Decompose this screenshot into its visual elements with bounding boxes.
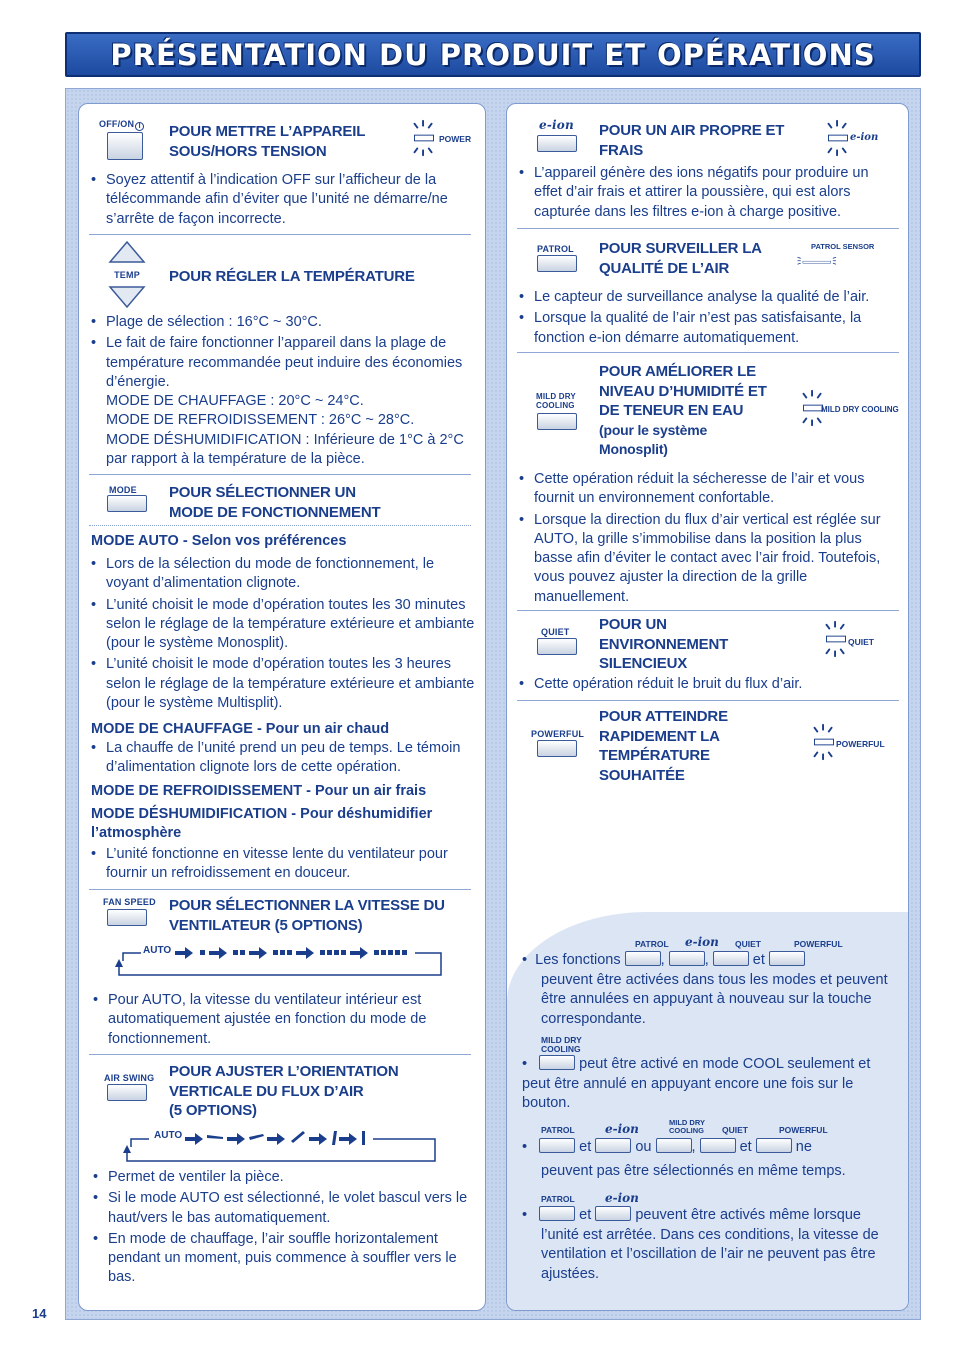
note1-eion-button (669, 951, 705, 966)
mode-heading: POUR SÉLECTIONNER UN MODE DE FONCTIONNEMENT (169, 484, 381, 521)
note3-patrol-button (539, 1138, 575, 1153)
eion-indicator-label: e-ion (850, 132, 879, 143)
power-heading: POUR METTRE L’APPAREIL SOUS/HORS TENSION (169, 123, 366, 160)
air-swing-sequence (123, 1125, 439, 1165)
patrol-button[interactable] (537, 255, 577, 272)
temp-button-label: TEMP (114, 270, 140, 280)
eion-button[interactable] (537, 135, 577, 152)
temp-up-button[interactable] (108, 240, 146, 264)
note-3: • et ou , et ne peuvent pas être sélectionnés en même temps. (522, 1139, 846, 1179)
temp-down-button[interactable] (108, 285, 146, 309)
fan-bullets: • Pour AUTO, la vitesse du ventilateur intérieur est automatiquement ajustée en fonction du mode de fonctionnement. (93, 991, 473, 1051)
eion-button-label: e-ion (539, 118, 574, 132)
mode-cool-title: MODE DE REFROIDISSEMENT - Pour un air frais (91, 783, 427, 799)
right-panel (506, 103, 909, 1311)
mode-button-label: MODE (109, 485, 137, 495)
note2-mild-label: MILD DRY COOLING (541, 1035, 582, 1054)
swing-button-label: AIR SWING (104, 1073, 155, 1083)
note3-powerful-button (756, 1138, 792, 1153)
note2-mild-button (539, 1055, 575, 1070)
mode-auto-title: MODE AUTO - Selon vos préférences (91, 533, 347, 549)
note1-patrol-button (625, 951, 661, 966)
patrol-bullets: • Le capteur de surveillance analyse la qualité de l’air. • Lorsque la qualité de l’air n’est pas satisfaisante, la fonction e-ion démarre automatiquement. (519, 288, 899, 350)
power-button-label: OFF/ON I (99, 119, 144, 131)
note1-powerful-button (769, 951, 805, 966)
temp-text: • Plage de sélection : 16°C ~ 30°C. • Le fait de faire fonctionner l’appareil dans la plage de température recommandée peut induire des économies d’énergie. MODE DE CHAUFFAGE : 20°C ~ 24°C. MODE DE REFROIDISSEMENT : 26°C ~ 28°C. MODE DÉSHUMIDIFICATION : Inférieure de 1°C à 2°C par rapport à la température de la pièce. (91, 313, 475, 469)
powerful-button[interactable] (537, 740, 577, 757)
left-panel (78, 103, 486, 1311)
eion-bullets: • L’appareil génère des ions négatifs pour produire un effet d’air frais et attirer la poussière, qui est alors capturée dans les filtres e-ion à charge positive. (519, 164, 899, 224)
quiet-indicator-label: QUIET (848, 637, 874, 647)
mode-dry-bullets: • L’unité fonctionne en vitesse lente du ventilateur pour fournir un refroidissement en douceur. (91, 845, 475, 886)
quiet-heading: POUR UN ENVIRONNEMENT SILENCIEUX (599, 616, 729, 672)
powerful-button-label: POWERFUL (531, 729, 585, 739)
note-1: • Les fonctions , , et peuvent être activées dans tous les modes et peuvent être annulées en appuyant à nouveau sur la touche correspondante. (522, 952, 888, 1027)
note1-patrol-label: PATROL (635, 939, 669, 949)
mild-heading: POUR AMÉLIORER LE NIVEAU D’HUMIDITÉ ET DE TENEUR EN EAU (pour le système Monosplit) (599, 363, 767, 457)
fan-speed-button[interactable] (107, 909, 147, 926)
patrol-sensor-label: PATROL SENSOR (811, 242, 875, 251)
note-2: • peut être activé en mode COOL seulement et peut être annulé en appuyant encore une fois sur le bouton. (522, 1056, 871, 1111)
eion-heading: POUR UN AIR PROPRE ET FRAIS (599, 122, 785, 159)
swing-bullets: • Permet de ventiler la pièce. • Si le mode AUTO est sélectionné, le volet bascul vers le haut/vers le bas automatiquement. • En mode de chauffage, l’air souffle horizontalement pendant un moment, puis commence à souffler vers le bas. (93, 1168, 473, 1290)
note3-quiet-label: QUIET (722, 1125, 748, 1135)
note4-eion-label: e-ion (605, 1191, 639, 1205)
power-button[interactable] (107, 132, 143, 160)
note3-mild-button (656, 1138, 692, 1153)
mild-bullets: • Cette opération réduit la sécheresse de l’air et vous fournit un environnement confortable. • Lorsque la direction du flux d’air vertical est réglée sur AUTO, la grille s’immobilise dans la position la plus basse afin d’éviter le contact avec l’air froid. Toutefois, vous pouvez ajuster la direction de la grille manuellement. (519, 470, 899, 609)
page-title: PRÉSENTATION DU PRODUIT ET OPÉRATIONS (110, 37, 876, 72)
quiet-button[interactable] (537, 638, 577, 655)
quiet-button-label: QUIET (541, 627, 570, 637)
note3-eion-button (595, 1138, 631, 1153)
fan-auto-label: AUTO (143, 945, 172, 956)
note3-patrol-label: PATROL (541, 1125, 575, 1135)
note3-quiet-button (700, 1138, 736, 1153)
fan-heading: POUR SÉLECTIONNER LA VITESSE DU VENTILATEUR (5 OPTIONS) (169, 897, 445, 934)
power-indicator-icon (404, 118, 444, 158)
swing-heading: POUR AJUSTER L’ORIENTATION VERTICALE DU FLUX D’AIR (5 OPTIONS) (169, 1063, 399, 1119)
note3-powerful-label: POWERFUL (779, 1125, 828, 1135)
mode-heat-title: MODE DE CHAUFFAGE - Pour un air chaud (91, 721, 390, 737)
mode-heat-bullets: • La chauffe de l’unité prend un peu de temps. Le témoin d’alimentation clignote lors de cette opération. (91, 739, 475, 780)
note1-quiet-button (713, 951, 749, 966)
note1-quiet-label: QUIET (735, 939, 761, 949)
note1-powerful-label: POWERFUL (794, 939, 843, 949)
powerful-heading: POUR ATTEINDRE RAPIDEMENT LA TEMPÉRATURE SOUHAITÉE (599, 708, 728, 784)
power-bullets: • Soyez attentif à l’indication OFF sur l’afficheur de la télécommande afin d’éviter que l’unité ne démarre/ne s’arrête de façon incorrecte. (91, 171, 475, 231)
mode-button[interactable] (107, 495, 147, 512)
note3-mild-label: MILD DRY COOLING (669, 1118, 705, 1135)
note-4: • et peuvent être activés même lorsque l’unité est arrêtée. Dans ces conditions, la vitesse de ventilation et l’oscillation de l’air ne peuvent pas être ajustées. (522, 1207, 879, 1282)
fan-speed-sequence (115, 939, 445, 979)
note4-patrol-button (539, 1206, 575, 1221)
mild-dry-button-label: MILD DRY COOLING (536, 392, 576, 410)
mode-dry-title: MODE DÉSHUMIDIFICATION - Pour déshumidifier l’atmosphère (91, 806, 433, 841)
mild-dry-indicator-label: MILD DRY COOLING (821, 405, 899, 414)
patrol-heading: POUR SURVEILLER LA QUALITÉ DE L’AIR (599, 240, 762, 277)
quiet-bullets: • Cette opération réduit le bruit du flux d’air. (519, 675, 899, 696)
page-number: 14 (32, 1306, 47, 1321)
note4-eion-button (595, 1206, 631, 1221)
note3-eion-label: e-ion (605, 1122, 639, 1136)
mild-dry-cooling-button[interactable] (537, 413, 577, 430)
powerful-indicator-label: POWERFUL (836, 739, 885, 749)
swing-auto-label: AUTO (154, 1130, 183, 1141)
power-indicator-label: POWER (439, 134, 472, 144)
title-banner (65, 32, 921, 77)
temp-heading: POUR RÉGLER LA TEMPÉRATURE (169, 268, 415, 285)
note1-eion-label: e-ion (685, 935, 719, 949)
mode-auto-bullets: • Lors de la sélection du mode de fonctionnement, le voyant d’alimentation clignote. • L’unité choisit le mode d’opération toutes les 30 minutes selon le réglage de la température extérieure et ambiante (pour le système Monosplit). • L’unité choisit le mode d’opération toutes les 3 heures selon le réglage de la température extérieure et ambiante (pour le système Multisplit). (91, 555, 475, 715)
fan-button-label: FAN SPEED (103, 897, 156, 907)
patrol-button-label: PATROL (537, 244, 574, 254)
note4-patrol-label: PATROL (541, 1194, 575, 1204)
air-swing-button[interactable] (107, 1084, 147, 1101)
